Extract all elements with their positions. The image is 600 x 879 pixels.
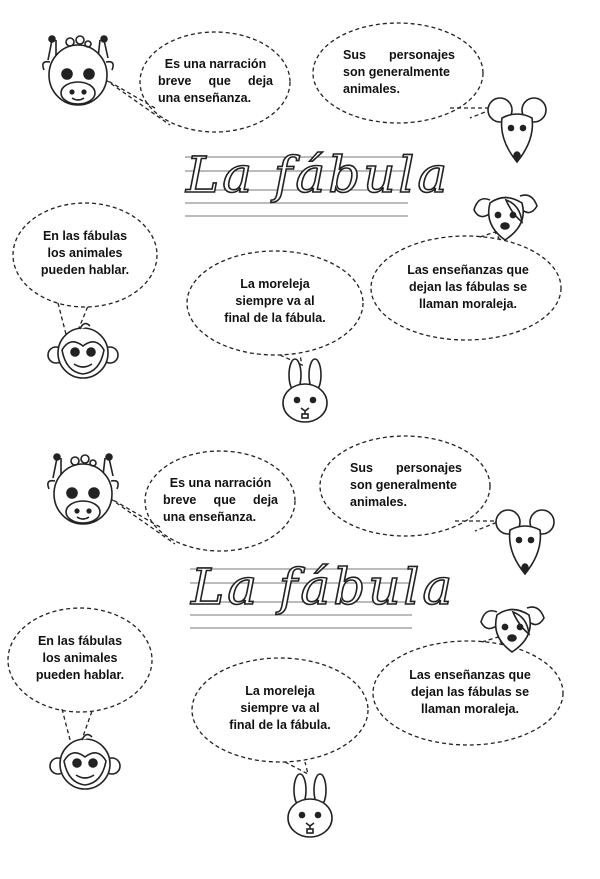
bubble-line: En las fábulas — [37, 634, 123, 648]
bubble-line: una enseñanza. — [163, 510, 257, 524]
bubble-line: dejan las fábulas se — [410, 685, 530, 699]
bubble-line: dejan las fábulas se — [408, 280, 528, 294]
bubble-line: final de la fábula. — [224, 311, 326, 325]
bubble-line: La moreleja — [240, 277, 310, 291]
bubble-line: pueden hablar. — [40, 263, 130, 277]
mouse-icon — [496, 510, 554, 574]
bubbles-and-animals — [0, 0, 600, 430]
rabbit-icon — [288, 774, 332, 837]
bubble-line: La moreleja — [245, 684, 315, 698]
bubble-text-rabbit — [215, 276, 335, 327]
bubble-line: Es una narración — [169, 476, 272, 490]
mouse-icon — [488, 98, 546, 162]
bubble-line: pueden hablar. — [35, 668, 125, 682]
bubble-tail-rabbit — [285, 762, 308, 774]
bubble-line: una enseñanza. — [158, 91, 252, 105]
rabbit-icon — [283, 359, 327, 422]
bubble-line: Es una narración — [164, 57, 267, 71]
bubble-line: animales. — [350, 495, 407, 509]
bubble-text-giraffe — [163, 475, 278, 526]
title-tracing: La fábula — [191, 558, 456, 616]
bubble-line: final de la fábula. — [229, 718, 331, 732]
title-tracing: La fábula — [186, 146, 451, 204]
bubble-line: Las enseñanzas que — [409, 668, 531, 682]
bubble-line: animales. — [343, 82, 400, 96]
bubble-line: siempre va al — [240, 701, 320, 715]
bubble-text-mouse — [343, 47, 455, 98]
giraffe-icon — [43, 36, 113, 105]
worksheet-copy-top — [0, 0, 600, 430]
bubble-text-giraffe — [158, 56, 273, 107]
bubble-line: Las enseñanzas que — [407, 263, 529, 277]
bubble-text-rabbit — [220, 683, 340, 734]
bubble-line: los animales — [47, 246, 123, 260]
bubble-line: Sus personajes — [350, 461, 462, 475]
bubble-line: breve que deja — [163, 493, 278, 507]
monkey-icon — [50, 735, 120, 789]
dog-icon — [474, 195, 537, 240]
bubble-line: En las fábulas — [42, 229, 128, 243]
bubble-line: Sus personajes — [343, 48, 455, 62]
giraffe-icon — [48, 454, 118, 524]
bubble-text-mouse — [350, 460, 462, 511]
bubble-text-dog — [400, 667, 540, 718]
bubble-text-monkey — [30, 228, 140, 279]
bubble-line: breve que deja — [158, 74, 273, 88]
monkey-icon — [48, 324, 118, 378]
bubble-line: llaman moraleja. — [419, 297, 517, 311]
dog-icon — [481, 607, 544, 652]
bubble-tail-mouse — [455, 521, 500, 531]
bubble-line: son generalmente — [350, 478, 457, 492]
bubble-text-dog — [398, 262, 538, 313]
bubble-text-monkey — [25, 633, 135, 684]
bubble-line: llaman moraleja. — [421, 702, 519, 716]
worksheet-copy-bottom — [0, 424, 600, 854]
bubble-line: los animales — [42, 651, 118, 665]
bubble-line: siempre va al — [235, 294, 315, 308]
bubble-line: son generalmente — [343, 65, 450, 79]
